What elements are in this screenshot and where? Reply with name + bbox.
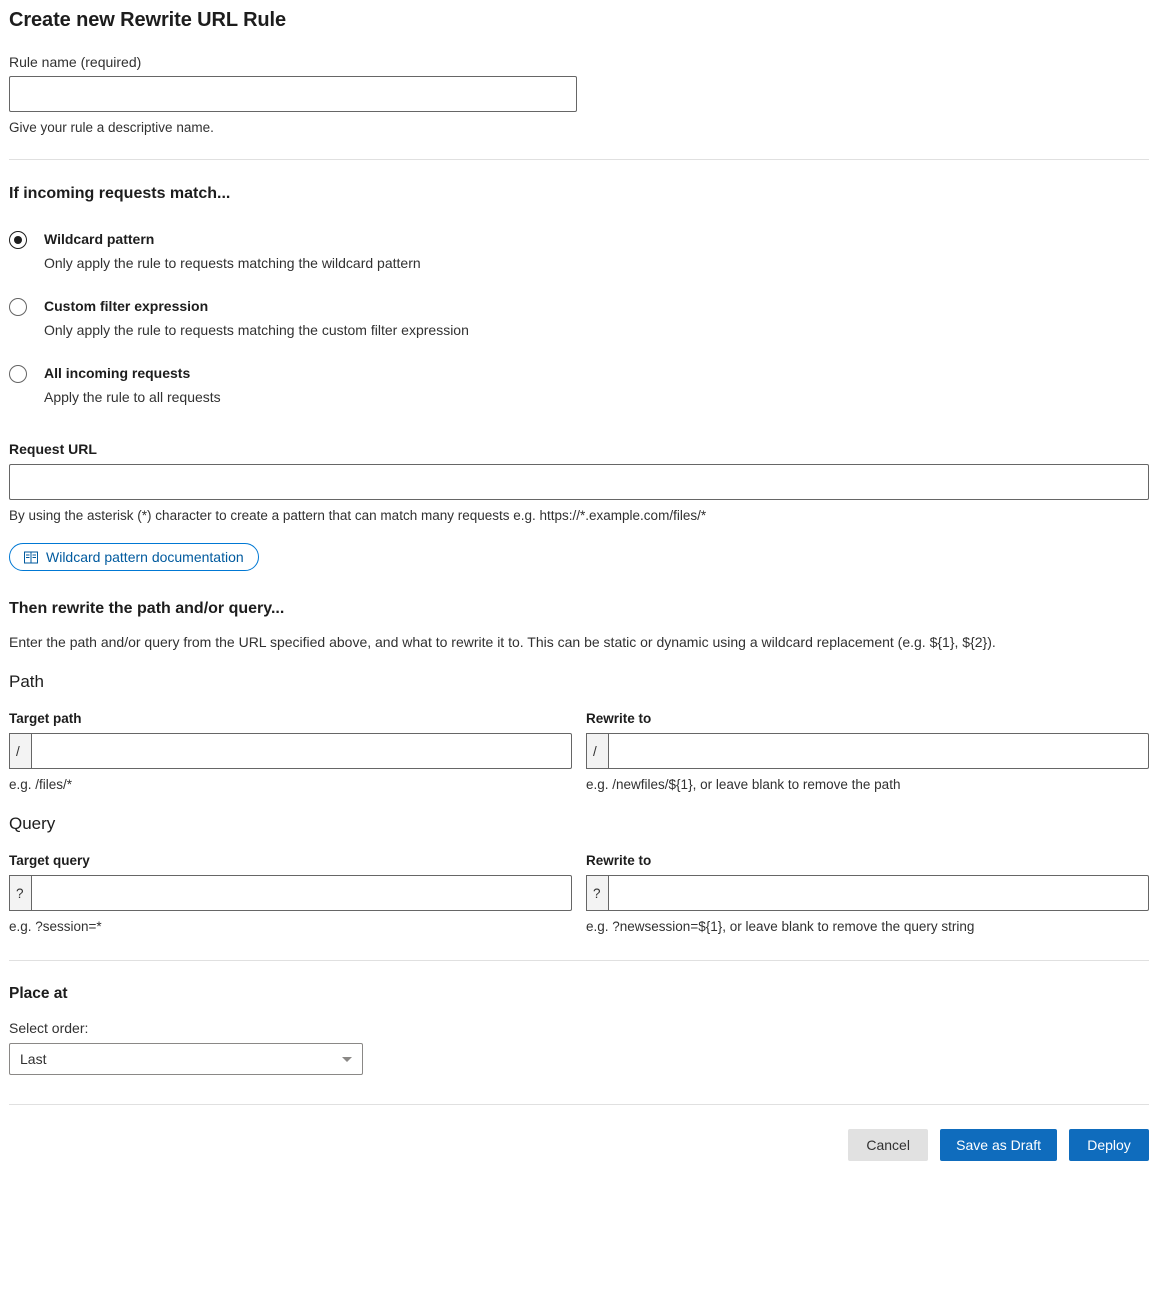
request-url-input[interactable] [9,464,1149,500]
rewrite-query-prefix: ? [586,875,608,911]
divider-footer [9,1104,1149,1105]
radio-icon-all-incoming-requests[interactable] [9,365,27,383]
target-path-hint: e.g. /files/* [9,777,73,792]
rewrite-query-input[interactable] [608,875,1149,911]
path-group-heading: Path [9,672,44,691]
rule-name-input[interactable] [9,76,577,112]
save-as-draft-button[interactable]: Save as Draft [940,1129,1057,1161]
rewrite-path-hint: e.g. /newfiles/${1}, or leave blank to remove the path [586,777,901,792]
target-query-prefix: ? [9,875,31,911]
rewrite-section-intro: Enter the path and/or query from the URL specified above, and what to rewrite it to. This can be static or dynamic using a wildcard replacement (e.g. ${1}, ${2}). [9,634,996,650]
place-at-heading: Place at [9,985,68,1002]
target-path-field [9,692,572,792]
radio-icon-custom-filter-expression[interactable] [9,298,27,316]
footer-actions [9,1129,1149,1175]
radio-desc-all-incoming-requests: Apply the rule to all requests [44,389,221,405]
select-order-label: Select order: [9,1020,89,1036]
target-query-field [9,834,572,934]
match-section-heading: If incoming requests match... [9,185,231,202]
chevron-down-icon [342,1057,352,1062]
target-path-input[interactable] [31,733,572,769]
target-query-input[interactable] [31,875,572,911]
target-path-label: Target path [9,711,82,726]
radio-label-all-incoming-requests: All incoming requests [44,365,191,381]
rule-name-help: Give your rule a descriptive name. [9,120,214,135]
select-order-value: Last [20,1051,47,1067]
radio-label-custom-filter-expression: Custom filter expression [44,298,209,314]
divider-top [9,159,1149,160]
rewrite-query-hint: e.g. ?newsession=${1}, or leave blank to remove the query string [586,919,975,934]
radio-icon-wildcard-pattern[interactable] [9,231,27,249]
wildcard-pattern-documentation-label: Wildcard pattern documentation [46,549,244,565]
cancel-button[interactable]: Cancel [848,1129,928,1161]
target-query-label: Target query [9,853,90,868]
query-group-heading: Query [9,814,56,833]
radio-option-wildcard-pattern[interactable] [9,229,1149,273]
rewrite-path-input[interactable] [608,733,1149,769]
request-url-label: Request URL [9,441,97,457]
select-order-dropdown[interactable] [9,1043,363,1075]
divider-place-at [9,960,1149,961]
book-icon [24,551,38,564]
match-radio-group [9,229,1149,407]
rewrite-path-field [586,692,1149,792]
target-path-prefix: / [9,733,31,769]
path-fields-row [9,692,1149,792]
page-title: Create new Rewrite URL Rule [9,9,287,31]
radio-desc-wildcard-pattern: Only apply the rule to requests matching the wildcard pattern [44,255,421,271]
rewrite-section-heading: Then rewrite the path and/or query... [9,600,285,617]
radio-option-all-incoming-requests[interactable] [9,363,1149,407]
target-query-hint: e.g. ?session=* [9,919,102,934]
query-fields-row [9,834,1149,934]
wildcard-pattern-documentation-link[interactable] [9,543,259,571]
rewrite-path-label: Rewrite to [586,711,652,726]
rewrite-path-prefix: / [586,733,608,769]
create-rewrite-url-rule-page [0,9,1158,1175]
radio-option-custom-filter-expression[interactable] [9,296,1149,340]
deploy-button[interactable]: Deploy [1069,1129,1149,1161]
rewrite-query-label: Rewrite to [586,853,652,868]
rule-name-label: Rule name (required) [9,54,142,70]
request-url-help: By using the asterisk (*) character to create a pattern that can match many requests e.g. https://*.example.com/files/* [9,508,707,523]
rewrite-query-field [586,834,1149,934]
radio-label-wildcard-pattern: Wildcard pattern [44,231,155,247]
radio-desc-custom-filter-expression: Only apply the rule to requests matching the custom filter expression [44,322,469,338]
